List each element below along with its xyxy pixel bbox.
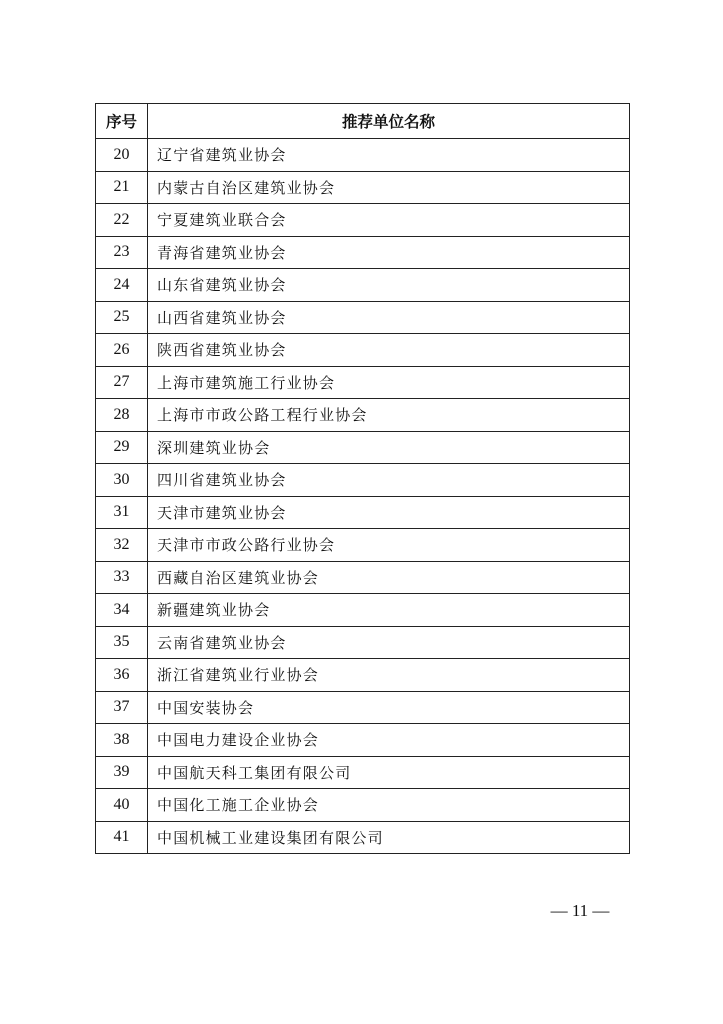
row-name: 天津市建筑业协会 — [148, 496, 630, 529]
row-name: 云南省建筑业协会 — [148, 626, 630, 659]
table-header-row — [96, 104, 630, 139]
row-name: 天津市市政公路行业协会 — [148, 529, 630, 562]
row-name: 中国航天科工集团有限公司 — [148, 756, 630, 789]
row-name: 陕西省建筑业协会 — [148, 334, 630, 367]
row-name: 中国安装协会 — [148, 691, 630, 724]
row-seq: 38 — [96, 724, 148, 757]
row-name: 深圳建筑业协会 — [148, 431, 630, 464]
table-row — [96, 139, 630, 172]
table-body — [96, 139, 630, 854]
table-row — [96, 366, 630, 399]
table-row — [96, 529, 630, 562]
row-name: 上海市市政公路工程行业协会 — [148, 399, 630, 432]
row-seq: 33 — [96, 561, 148, 594]
header-name: 推荐单位名称 — [148, 104, 630, 139]
table-row — [96, 236, 630, 269]
row-seq: 40 — [96, 789, 148, 822]
row-seq: 22 — [96, 204, 148, 237]
table-row — [96, 496, 630, 529]
row-seq: 30 — [96, 464, 148, 497]
row-name: 辽宁省建筑业协会 — [148, 139, 630, 172]
table-row — [96, 626, 630, 659]
row-name: 内蒙古自治区建筑业协会 — [148, 171, 630, 204]
row-name: 青海省建筑业协会 — [148, 236, 630, 269]
row-seq: 20 — [96, 139, 148, 172]
table-row — [96, 334, 630, 367]
row-seq: 21 — [96, 171, 148, 204]
row-name: 中国化工施工企业协会 — [148, 789, 630, 822]
row-seq: 31 — [96, 496, 148, 529]
table-row — [96, 301, 630, 334]
row-name: 上海市建筑施工行业协会 — [148, 366, 630, 399]
row-name: 新疆建筑业协会 — [148, 594, 630, 627]
table-row — [96, 204, 630, 237]
row-name: 西藏自治区建筑业协会 — [148, 561, 630, 594]
table-row — [96, 594, 630, 627]
table-row — [96, 724, 630, 757]
table-row — [96, 561, 630, 594]
row-seq: 27 — [96, 366, 148, 399]
table-row — [96, 756, 630, 789]
row-seq: 37 — [96, 691, 148, 724]
table-row — [96, 659, 630, 692]
row-name: 中国机械工业建设集团有限公司 — [148, 821, 630, 854]
row-seq: 28 — [96, 399, 148, 432]
table-row — [96, 171, 630, 204]
row-name: 山东省建筑业协会 — [148, 269, 630, 302]
row-seq: 23 — [96, 236, 148, 269]
row-seq: 32 — [96, 529, 148, 562]
table-row — [96, 269, 630, 302]
row-seq: 36 — [96, 659, 148, 692]
table-row — [96, 691, 630, 724]
row-name: 宁夏建筑业联合会 — [148, 204, 630, 237]
table-row — [96, 464, 630, 497]
table-row — [96, 431, 630, 464]
row-name: 中国电力建设企业协会 — [148, 724, 630, 757]
recommending-units-table — [95, 103, 630, 854]
row-seq: 34 — [96, 594, 148, 627]
row-seq: 24 — [96, 269, 148, 302]
row-seq: 39 — [96, 756, 148, 789]
row-name: 山西省建筑业协会 — [148, 301, 630, 334]
row-seq: 35 — [96, 626, 148, 659]
table-row — [96, 399, 630, 432]
page-number: — 11 — — [550, 901, 610, 920]
row-name: 浙江省建筑业行业协会 — [148, 659, 630, 692]
row-seq: 25 — [96, 301, 148, 334]
header-seq: 序号 — [96, 104, 148, 139]
table-row — [96, 789, 630, 822]
table-row — [96, 821, 630, 854]
row-seq: 29 — [96, 431, 148, 464]
row-name: 四川省建筑业协会 — [148, 464, 630, 497]
row-seq: 41 — [96, 821, 148, 854]
row-seq: 26 — [96, 334, 148, 367]
